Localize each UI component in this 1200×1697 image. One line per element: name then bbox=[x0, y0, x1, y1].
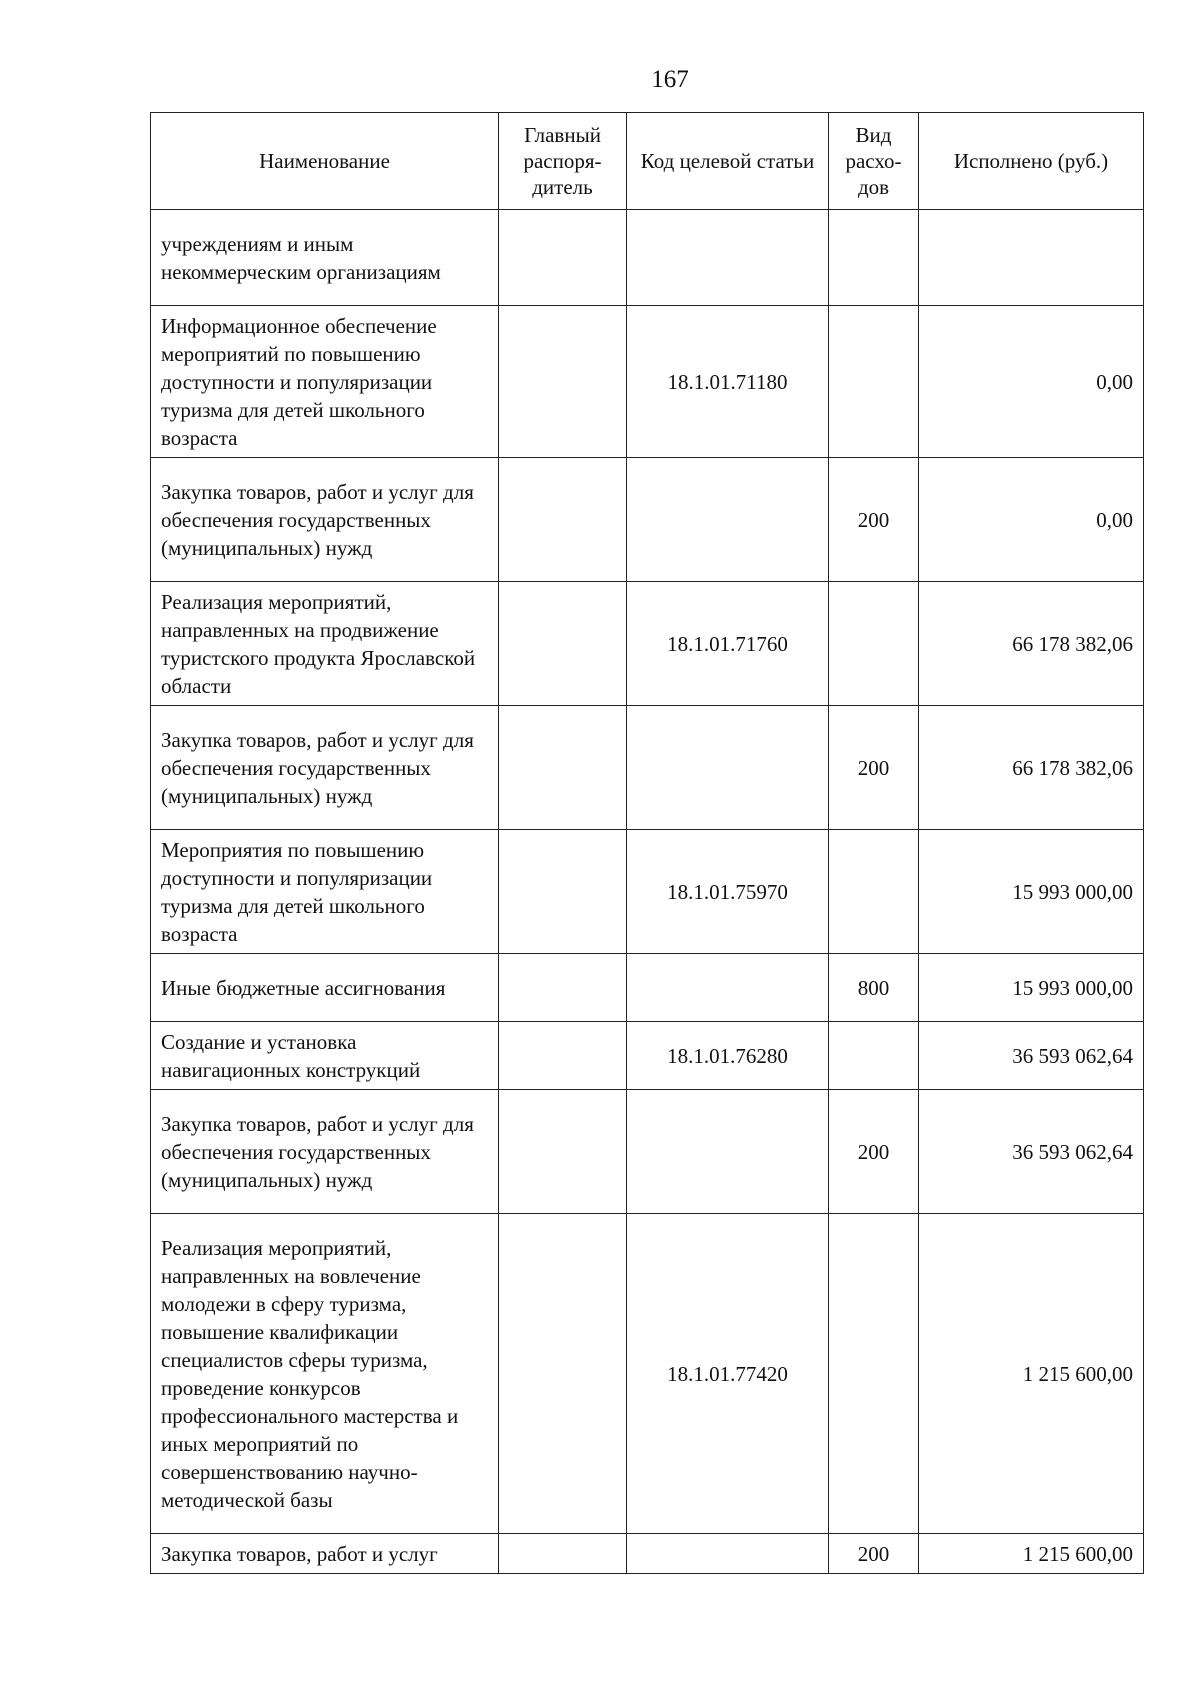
header-type: Вид расхо-дов bbox=[829, 113, 919, 210]
cell-type bbox=[829, 1022, 919, 1090]
cell-executed: 0,00 bbox=[919, 458, 1144, 582]
cell-code: 18.1.01.76280 bbox=[627, 1022, 829, 1090]
cell-manager bbox=[499, 1090, 627, 1214]
budget-table bbox=[150, 112, 1144, 1574]
cell-name: Закупка товаров, работ и услуг для обеспечения государственных (муниципальных) нужд bbox=[151, 458, 499, 582]
cell-name: Мероприятия по повышению доступности и популяризации туризма для детей школьного возраста bbox=[151, 830, 499, 954]
cell-manager bbox=[499, 1214, 627, 1534]
cell-code bbox=[627, 458, 829, 582]
cell-executed: 66 178 382,06 bbox=[919, 582, 1144, 706]
cell-code bbox=[627, 706, 829, 830]
table-row bbox=[151, 706, 1144, 830]
cell-type: 200 bbox=[829, 1534, 919, 1574]
cell-type: 800 bbox=[829, 954, 919, 1022]
cell-executed: 1 215 600,00 bbox=[919, 1214, 1144, 1534]
header-name: Наименование bbox=[151, 113, 499, 210]
cell-code: 18.1.01.75970 bbox=[627, 830, 829, 954]
cell-manager bbox=[499, 458, 627, 582]
cell-manager bbox=[499, 210, 627, 306]
cell-code: 18.1.01.71180 bbox=[627, 306, 829, 458]
cell-executed: 1 215 600,00 bbox=[919, 1534, 1144, 1574]
cell-executed: 36 593 062,64 bbox=[919, 1090, 1144, 1214]
table-row bbox=[151, 830, 1144, 954]
cell-code bbox=[627, 210, 829, 306]
cell-type: 200 bbox=[829, 1090, 919, 1214]
table-header-row bbox=[151, 113, 1144, 210]
cell-executed: 36 593 062,64 bbox=[919, 1022, 1144, 1090]
cell-name: Реализация мероприятий, направленных на вовлечение молодежи в сферу туризма, повышение квалификации специалистов сферы туризма, проведение конкурсов профессионального мастерства и иных мероприятий по совершенствованию научно-методической базы bbox=[151, 1214, 499, 1534]
cell-executed: 66 178 382,06 bbox=[919, 706, 1144, 830]
cell-manager bbox=[499, 582, 627, 706]
header-executed: Исполнено (руб.) bbox=[919, 113, 1144, 210]
table-row bbox=[151, 1090, 1144, 1214]
cell-executed: 15 993 000,00 bbox=[919, 830, 1144, 954]
cell-name: Информационное обеспечение мероприятий по повышению доступности и популяризации туризма для детей школьного возраста bbox=[151, 306, 499, 458]
header-code: Код целевой статьи bbox=[627, 113, 829, 210]
cell-type bbox=[829, 210, 919, 306]
table-row bbox=[151, 1214, 1144, 1534]
cell-manager bbox=[499, 706, 627, 830]
cell-executed: 0,00 bbox=[919, 306, 1144, 458]
table-row bbox=[151, 458, 1144, 582]
table-row bbox=[151, 954, 1144, 1022]
cell-manager bbox=[499, 306, 627, 458]
cell-name: Закупка товаров, работ и услуг bbox=[151, 1534, 499, 1574]
table-row bbox=[151, 582, 1144, 706]
cell-code bbox=[627, 954, 829, 1022]
cell-code: 18.1.01.71760 bbox=[627, 582, 829, 706]
cell-executed: 15 993 000,00 bbox=[919, 954, 1144, 1022]
cell-name: Закупка товаров, работ и услуг для обеспечения государственных (муниципальных) нужд bbox=[151, 706, 499, 830]
cell-manager bbox=[499, 830, 627, 954]
cell-type: 200 bbox=[829, 706, 919, 830]
table-row bbox=[151, 1022, 1144, 1090]
cell-name: Создание и установка навигационных конструкций bbox=[151, 1022, 499, 1090]
cell-type bbox=[829, 582, 919, 706]
header-manager: Главный распоря-дитель bbox=[499, 113, 627, 210]
cell-type bbox=[829, 306, 919, 458]
table-row bbox=[151, 1534, 1144, 1574]
cell-manager bbox=[499, 954, 627, 1022]
cell-name: Закупка товаров, работ и услуг для обеспечения государственных (муниципальных) нужд bbox=[151, 1090, 499, 1214]
table-row bbox=[151, 306, 1144, 458]
cell-manager bbox=[499, 1022, 627, 1090]
page-number: 167 bbox=[651, 66, 689, 93]
cell-type bbox=[829, 1214, 919, 1534]
cell-type: 200 bbox=[829, 458, 919, 582]
cell-code: 18.1.01.77420 bbox=[627, 1214, 829, 1534]
cell-executed bbox=[919, 210, 1144, 306]
cell-manager bbox=[499, 1534, 627, 1574]
cell-code bbox=[627, 1534, 829, 1574]
cell-name: Реализация мероприятий, направленных на продвижение туристского продукта Ярославской области bbox=[151, 582, 499, 706]
cell-name: учреждениям и иным некоммерческим организациям bbox=[151, 210, 499, 306]
cell-code bbox=[627, 1090, 829, 1214]
cell-name: Иные бюджетные ассигнования bbox=[151, 954, 499, 1022]
table-row bbox=[151, 210, 1144, 306]
cell-type bbox=[829, 830, 919, 954]
